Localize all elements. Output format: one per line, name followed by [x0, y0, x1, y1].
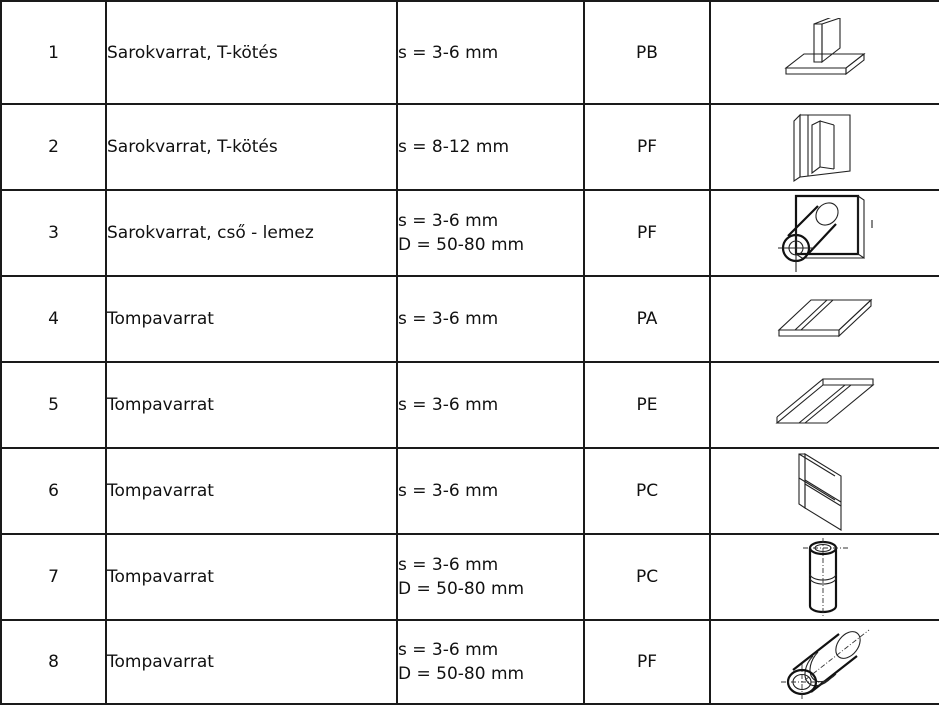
spec-diameter: D = 50-80 mm [398, 579, 525, 599]
table-row [1, 620, 939, 704]
row-number: 1 [1, 1, 106, 104]
weld-illustration [710, 276, 939, 362]
spec-thickness: s = 3-6 mm [398, 640, 499, 660]
butt-joint-overhead-icon [773, 377, 877, 433]
table-row [1, 1, 939, 104]
weld-type: Sarokvarrat, T-kötés [106, 1, 397, 104]
weld-position: PF [584, 620, 710, 704]
table-row [1, 104, 939, 190]
row-number: 4 [1, 276, 106, 362]
spec-thickness: s = 8-12 mm [398, 137, 510, 157]
pipe-to-plate-icon [770, 192, 880, 274]
weld-illustration [710, 1, 939, 104]
table-row [1, 448, 939, 534]
spec-thickness: s = 3-6 mm [398, 481, 499, 501]
spec-thickness: s = 3-6 mm [398, 211, 499, 231]
spec-thickness: s = 3-6 mm [398, 395, 499, 415]
table-row [1, 534, 939, 620]
spec-diameter: D = 50-80 mm [398, 664, 525, 684]
spec-diameter: D = 50-80 mm [398, 235, 525, 255]
table-row [1, 276, 939, 362]
weld-spec [397, 190, 584, 276]
weld-spec [397, 362, 584, 448]
weld-position: PF [584, 104, 710, 190]
weld-type: Tompavarrat [106, 448, 397, 534]
row-number: 5 [1, 362, 106, 448]
weld-spec [397, 276, 584, 362]
weld-type: Tompavarrat [106, 620, 397, 704]
vertical-pipe-icon [795, 536, 855, 618]
weld-spec [397, 104, 584, 190]
weld-position: PF [584, 190, 710, 276]
row-number: 6 [1, 448, 106, 534]
weld-spec [397, 534, 584, 620]
row-number: 2 [1, 104, 106, 190]
weld-illustration [710, 190, 939, 276]
weld-illustration [710, 620, 939, 704]
weld-type: Sarokvarrat, T-kötés [106, 104, 397, 190]
weld-illustration [710, 104, 939, 190]
weld-spec [397, 620, 584, 704]
row-number: 3 [1, 190, 106, 276]
weld-position: PC [584, 534, 710, 620]
weld-position: PA [584, 276, 710, 362]
butt-joint-horizontal-icon [795, 450, 855, 532]
weld-illustration [710, 534, 939, 620]
spec-thickness: s = 3-6 mm [398, 555, 499, 575]
weld-illustration [710, 448, 939, 534]
spec-thickness: s = 3-6 mm [398, 309, 499, 329]
row-number: 8 [1, 620, 106, 704]
t-joint-vertical-icon [790, 111, 860, 183]
spec-thickness: s = 3-6 mm [398, 42, 499, 63]
table-row [1, 362, 939, 448]
weld-position: PC [584, 448, 710, 534]
weld-position: PB [584, 1, 710, 104]
weld-spec [397, 1, 584, 104]
weld-type: Sarokvarrat, cső - lemez [106, 190, 397, 276]
butt-joint-flat-icon [775, 294, 875, 344]
weld-type: Tompavarrat [106, 362, 397, 448]
weld-position: PE [584, 362, 710, 448]
weld-illustration [710, 362, 939, 448]
table-row [1, 190, 939, 276]
weld-type: Tompavarrat [106, 534, 397, 620]
weld-spec [397, 448, 584, 534]
weld-type: Tompavarrat [106, 276, 397, 362]
row-number: 7 [1, 534, 106, 620]
t-joint-flat-icon [780, 18, 870, 88]
horizontal-pipe-icon [775, 622, 875, 702]
